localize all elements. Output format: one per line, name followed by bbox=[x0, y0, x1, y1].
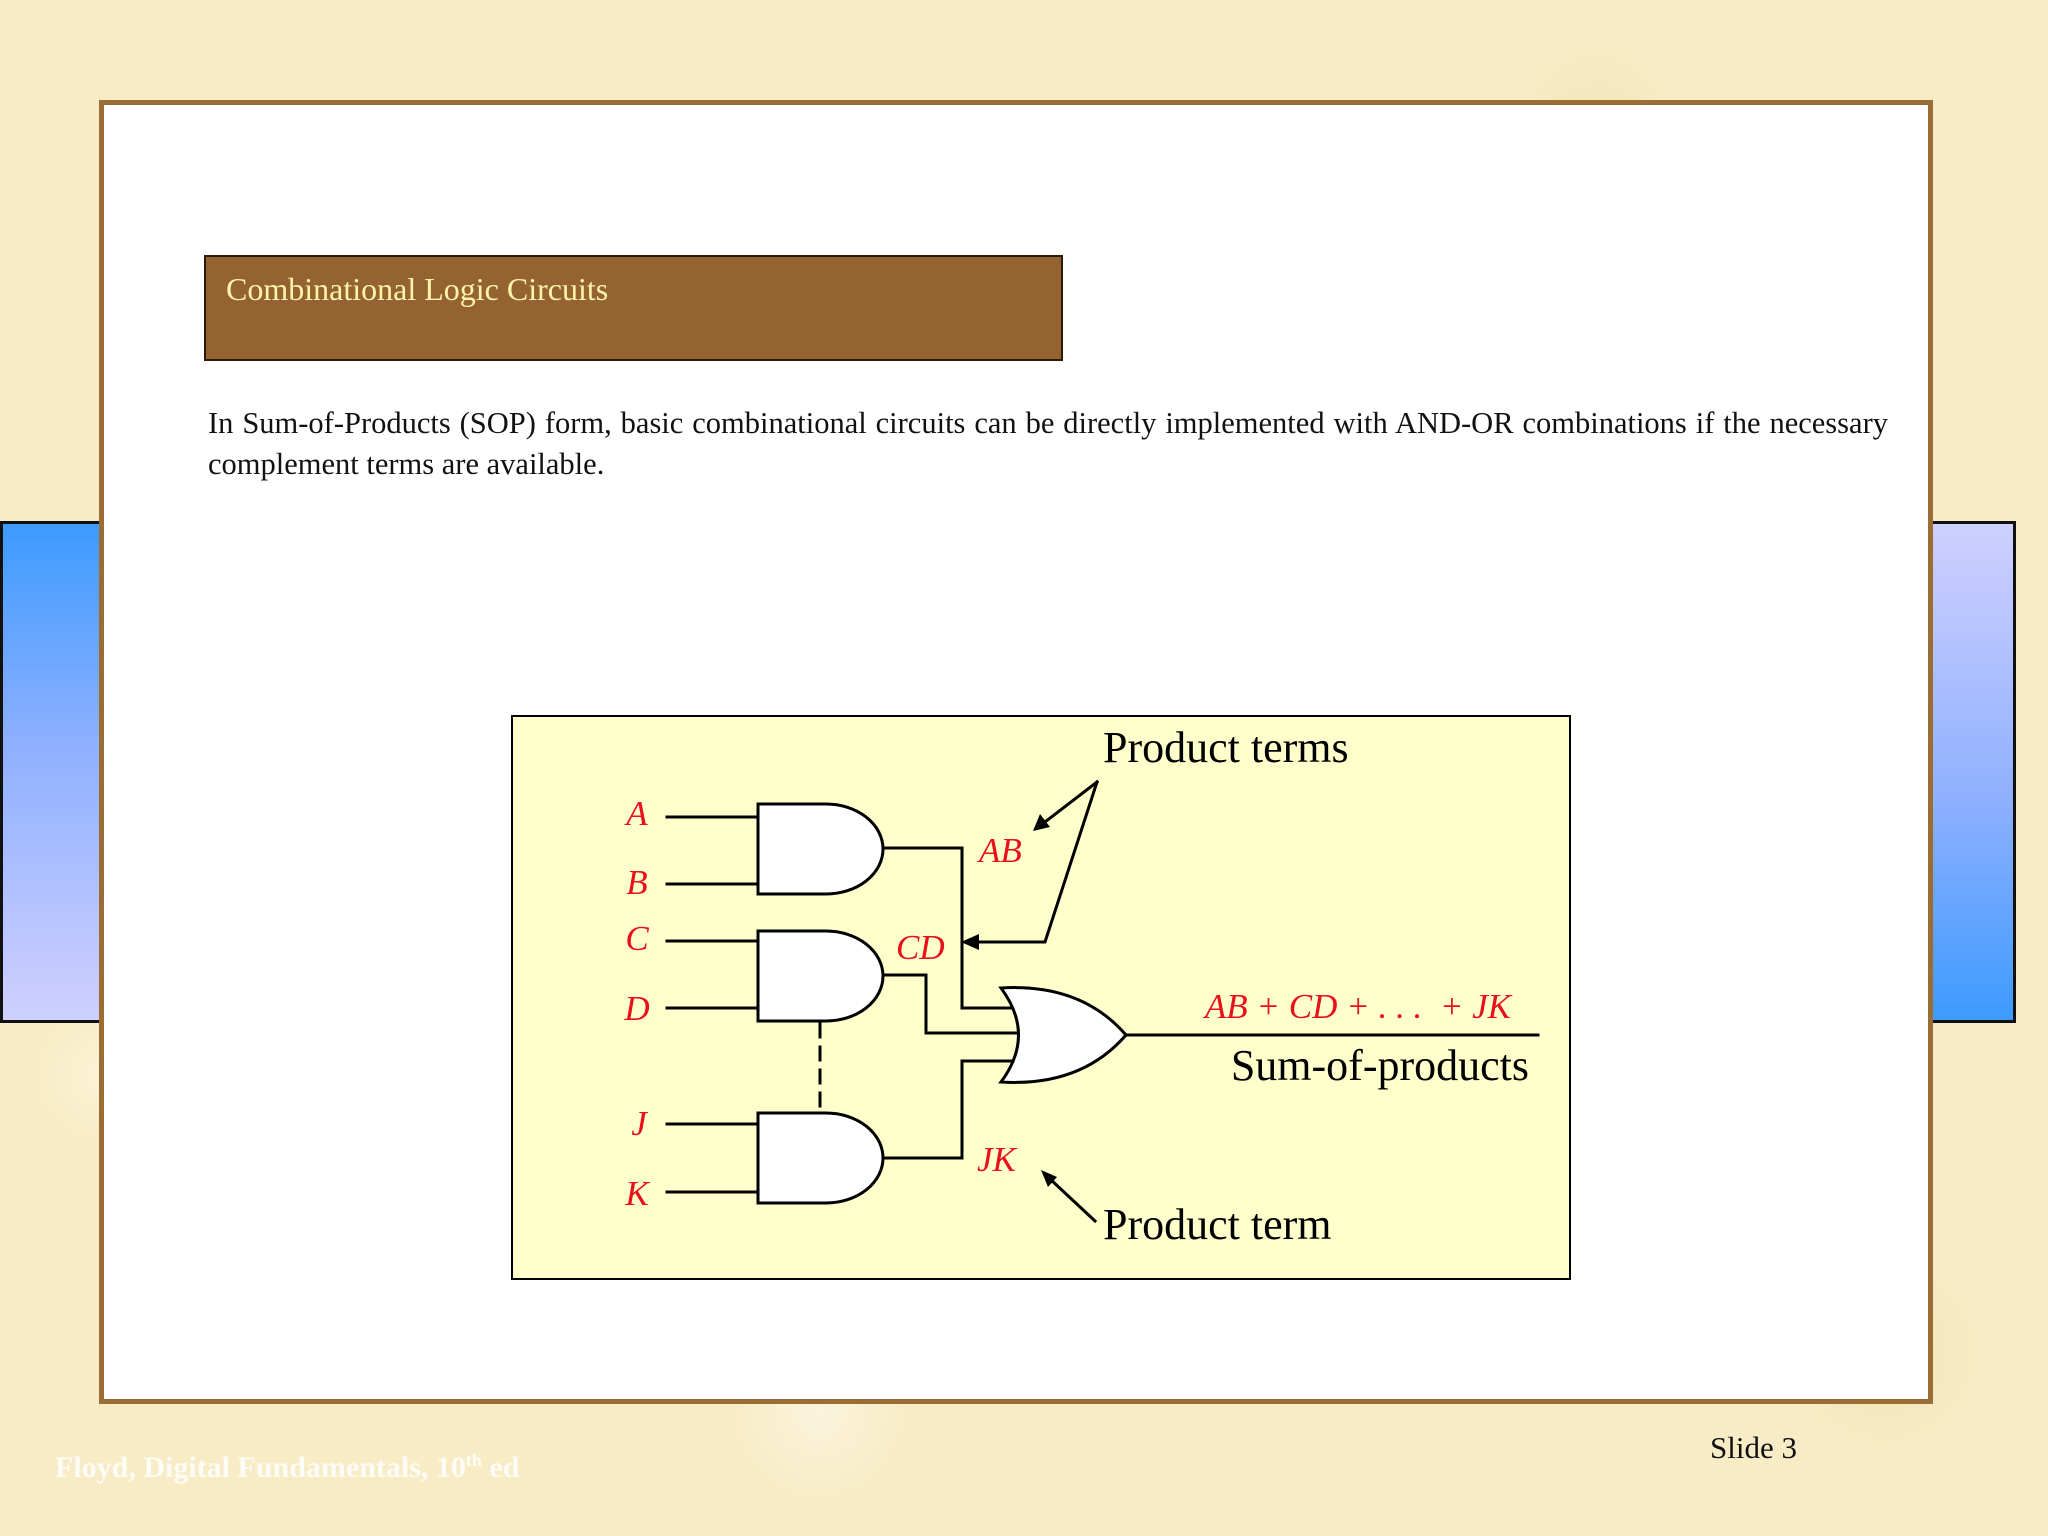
slide-body-text: In Sum-of-Products (SOP) form, basic combinational circuits can be directly implemented with AND-OR combinations if the necessary complement terms are available. bbox=[208, 406, 1888, 481]
input-label-b: B bbox=[626, 863, 648, 902]
sop-circuit-diagram bbox=[511, 715, 1571, 1280]
footer-credit-superscript: th bbox=[465, 1450, 482, 1470]
footer-credit bbox=[55, 1450, 519, 1485]
title-box bbox=[204, 255, 1063, 361]
right-decor-bar bbox=[1925, 521, 2016, 1023]
term-label-jk: JK bbox=[977, 1140, 1016, 1179]
input-label-j: J bbox=[631, 1104, 647, 1143]
input-label-c: C bbox=[625, 919, 649, 958]
input-label-d: D bbox=[624, 989, 650, 1028]
slide-number: Slide 3 bbox=[1710, 1430, 1797, 1465]
slide-title: Combinational Logic Circuits bbox=[226, 271, 609, 307]
and-gate-cd bbox=[758, 931, 883, 1021]
term-label-cd: CD bbox=[896, 928, 945, 967]
and-gate-jk bbox=[758, 1113, 883, 1203]
annotation-sum-of-products: Sum-of-products bbox=[1230, 1041, 1529, 1090]
footer-credit-text: Floyd, Digital Fundamentals, 10 bbox=[55, 1451, 466, 1484]
output-expression: AB + CD + . . . + JK bbox=[1204, 987, 1511, 1026]
and-gate-ab bbox=[758, 804, 883, 894]
input-label-a: A bbox=[626, 794, 648, 833]
annotation-product-terms: Product terms bbox=[1103, 723, 1349, 772]
term-label-ab: AB bbox=[979, 831, 1022, 870]
input-label-k: K bbox=[625, 1174, 649, 1213]
annotation-product-term: Product term bbox=[1103, 1200, 1332, 1249]
footer-credit-suffix: ed bbox=[481, 1451, 520, 1484]
left-decor-bar bbox=[0, 521, 110, 1023]
